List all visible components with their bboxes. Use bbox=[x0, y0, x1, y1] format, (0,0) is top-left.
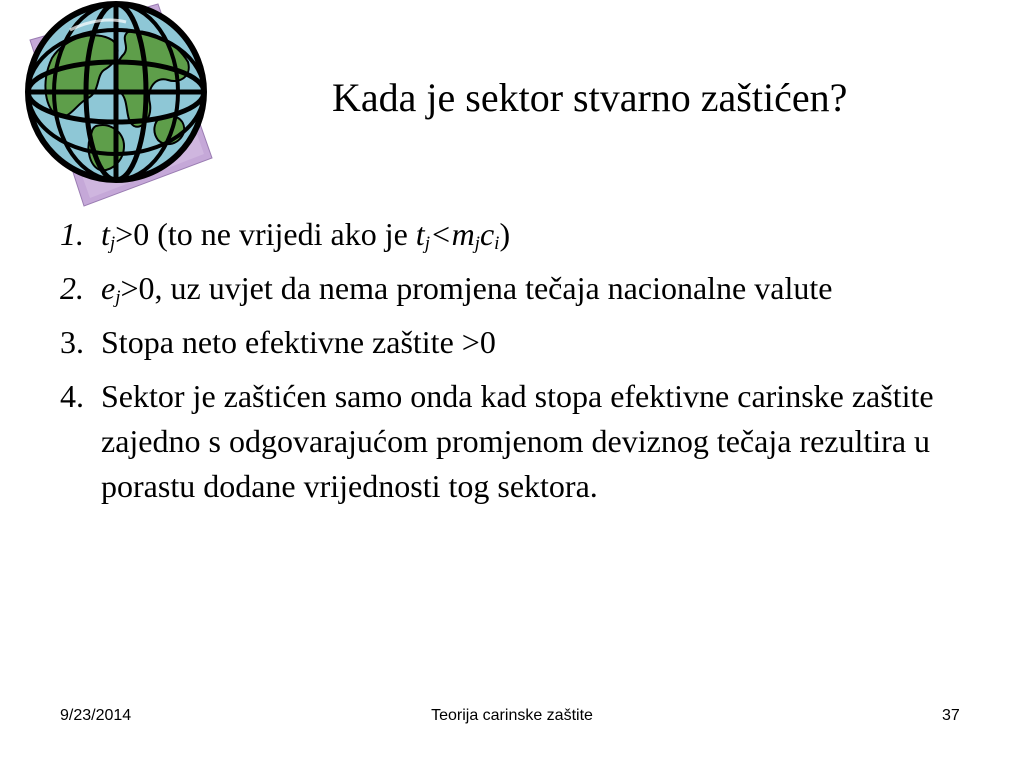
var-c: c bbox=[479, 216, 495, 252]
list-item bbox=[60, 320, 980, 365]
sub-j: j bbox=[109, 233, 116, 254]
sub-j: j bbox=[115, 287, 121, 308]
list-item bbox=[60, 374, 980, 509]
item-number: 2. bbox=[60, 270, 84, 306]
list-item bbox=[60, 266, 980, 311]
var-m: <m bbox=[429, 216, 475, 252]
footer-date: 9/23/2014 bbox=[60, 707, 132, 724]
var-t: t bbox=[101, 216, 110, 252]
list-item bbox=[60, 212, 980, 257]
globe-clipart bbox=[0, 0, 230, 215]
var-t: t bbox=[415, 216, 425, 252]
item-text bbox=[101, 212, 980, 257]
text-segment: >0, uz uvjet da nema promjena tečaja nacionalne valute bbox=[120, 270, 833, 306]
globe-icon bbox=[0, 0, 230, 215]
item-number: 1. bbox=[60, 216, 84, 252]
var-e: e bbox=[101, 270, 116, 306]
item-text: Stopa neto efektivne zaštite >0 bbox=[101, 324, 496, 360]
slide-title: Kada je sektor stvarno zaštićen? bbox=[332, 75, 848, 120]
text-segment: >0 (to ne vrijedi ako je bbox=[115, 216, 416, 252]
sub-j: j bbox=[424, 233, 430, 254]
numbered-list bbox=[60, 212, 980, 518]
item-number: 3. bbox=[60, 324, 84, 360]
text-segment: ) bbox=[499, 216, 511, 252]
sub-j: j bbox=[474, 233, 480, 254]
footer-title: Teorija carinske zaštite bbox=[431, 707, 593, 724]
page-number: 37 bbox=[942, 707, 960, 724]
item-number: 4. bbox=[60, 378, 84, 414]
item-text bbox=[101, 266, 980, 311]
item-text: Sektor je zaštićen samo onda kad stopa efektivne carinske zaštite zajedno s odgovarajućom promjenom deviznog tečaja rezultira u porastu dodane vrijednosti tog sektora. bbox=[101, 378, 934, 504]
sub-i: i bbox=[494, 233, 500, 254]
